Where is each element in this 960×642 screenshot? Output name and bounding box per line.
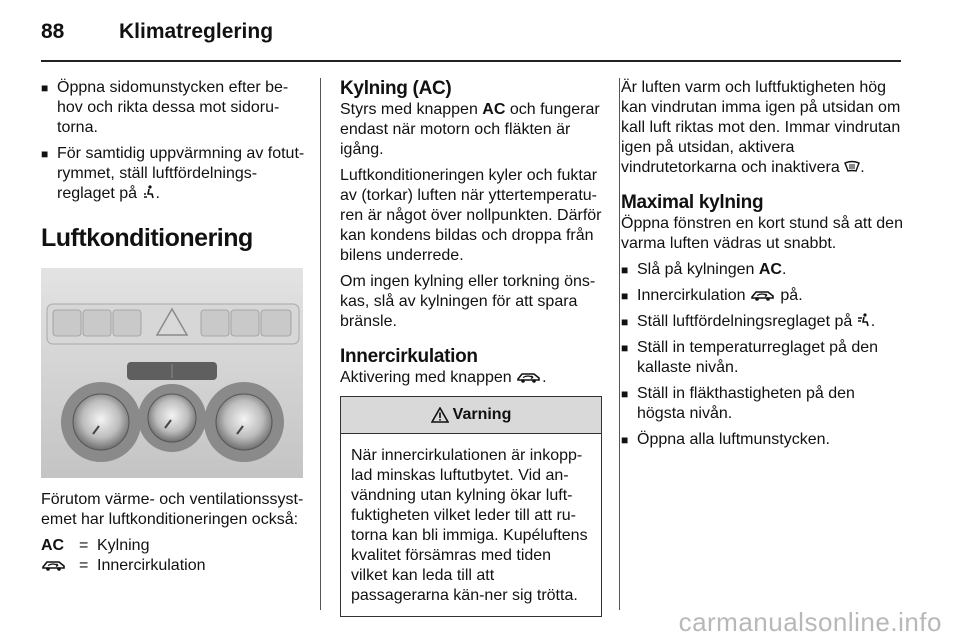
definition-row <box>41 556 307 576</box>
warning-box <box>340 396 602 617</box>
column-left <box>41 78 307 576</box>
definition-value: Innercirkulation <box>97 557 206 574</box>
bullet-marker: ■ <box>41 147 49 161</box>
windscreen-defog-icon <box>844 160 860 174</box>
column-middle <box>340 78 602 617</box>
definition-row <box>41 536 307 556</box>
column-divider <box>619 78 620 610</box>
column-right <box>621 78 904 456</box>
definition-key <box>41 556 79 576</box>
chapter-title: Klimatreglering <box>119 20 274 43</box>
section-heading: Luftkonditionering <box>41 224 253 252</box>
bullet-marker: ■ <box>621 315 629 329</box>
cooling-paragraph: Om ingen kylning eller torkning öns-kas, slå av kylningen för att spara bränsle. <box>340 273 596 330</box>
list-item-text: För samtidig uppvärmning av fotut-rymmet, ställ luftfördelnings-reglaget på <box>57 145 305 202</box>
ac-label: AC <box>758 261 782 278</box>
cooling-paragraph: Luftkonditioneringen kyler och fuktar av (torkar) luften när yttertemperatu-ren är något över nollpunkten. Därför kan kondens bildas och droppa från bilens underrede. <box>340 167 602 264</box>
bullet-marker: ■ <box>621 387 629 401</box>
bullet-marker: ■ <box>41 81 49 95</box>
warning-triangle-icon <box>431 407 449 423</box>
bullet-marker: ■ <box>621 433 629 447</box>
cooling-heading: Kylning (AC) <box>340 78 452 99</box>
intro-text: Förutom värme- och ventilationssyst-emet har luftkonditioneringen också: <box>41 491 304 528</box>
ac-label: AC <box>482 101 506 118</box>
bullet-marker: ■ <box>621 263 629 277</box>
definition-key: AC <box>41 537 65 554</box>
definition-list <box>41 536 307 576</box>
list-item: ■ Ställ in fläkthastigheten på den högsta nivån. <box>621 385 855 422</box>
warning-header <box>341 397 601 434</box>
recirculation-icon <box>516 370 542 384</box>
watermark: carmanualsonline.info <box>678 607 942 637</box>
list-item-text: Öppna sidomunstycken efter be-hov och rikta dessa mot sidoru-torna. <box>57 79 289 136</box>
definition-value: Kylning <box>97 537 150 554</box>
list-item: ■ Ställ in temperaturreglaget på den kallaste nivån. <box>621 339 879 376</box>
warning-text: När innercirkulationen är inkopp-lad minskas luftutbytet. Vid an-vändning utan kylning ökar luft-fuktigheten vilket leder till att ru-torna kan bli immiga. Kupéluftens kvalitet försämras med tiden vilket kan leda till att passagerarna kän-ner sig trötta. <box>351 447 588 604</box>
intro-paragraph: Är luften varm och luftfuktigheten hög kan vindrutan imma igen på utsidan om kall luft riktas mot den. Immar vindrutan igen på utsidan, aktivera vindrutetorkarna och inaktivera . <box>621 79 901 176</box>
page-number: 88 <box>41 20 65 43</box>
list-item <box>41 78 307 138</box>
definition-equals: = <box>79 557 89 574</box>
seat-face-airflow-icon <box>857 313 871 328</box>
bullet-marker: ■ <box>621 289 629 303</box>
recirc-heading: Innercirkulation <box>340 346 478 367</box>
recirculation-icon <box>750 288 776 302</box>
max-cooling-heading: Maximal kylning <box>621 192 764 213</box>
list-item: ■ För samtidig uppvärmning av fotut-rymmet, ställ luftfördelnings-reglaget på . <box>41 145 305 202</box>
list-item: ■ Ställ luftfördelningsreglaget på . <box>621 313 876 330</box>
recirc-paragraph: Aktivering med knappen . <box>340 369 547 386</box>
climate-control-panel-image <box>41 268 303 478</box>
seat-foot-airflow-icon <box>142 185 156 200</box>
definition-equals: = <box>79 537 89 554</box>
column-divider <box>320 78 321 610</box>
bullet-marker: ■ <box>621 341 629 355</box>
warning-title: Varning <box>452 406 512 423</box>
recirculation-icon <box>41 558 67 572</box>
list-item: ■ Slå på kylningen AC. <box>621 261 787 278</box>
cooling-paragraph: Styrs med knappen AC och fungerar endast när motorn och fläkten är igång. <box>340 101 600 158</box>
list-item: ■ Öppna alla luftmunstycken. <box>621 431 830 448</box>
list-item: ■ Innercirkulation på. <box>621 287 803 304</box>
header-rule <box>41 60 901 62</box>
max-cooling-intro: Öppna fönstren en kort stund så att den varma luften vädras ut snabbt. <box>621 215 903 252</box>
